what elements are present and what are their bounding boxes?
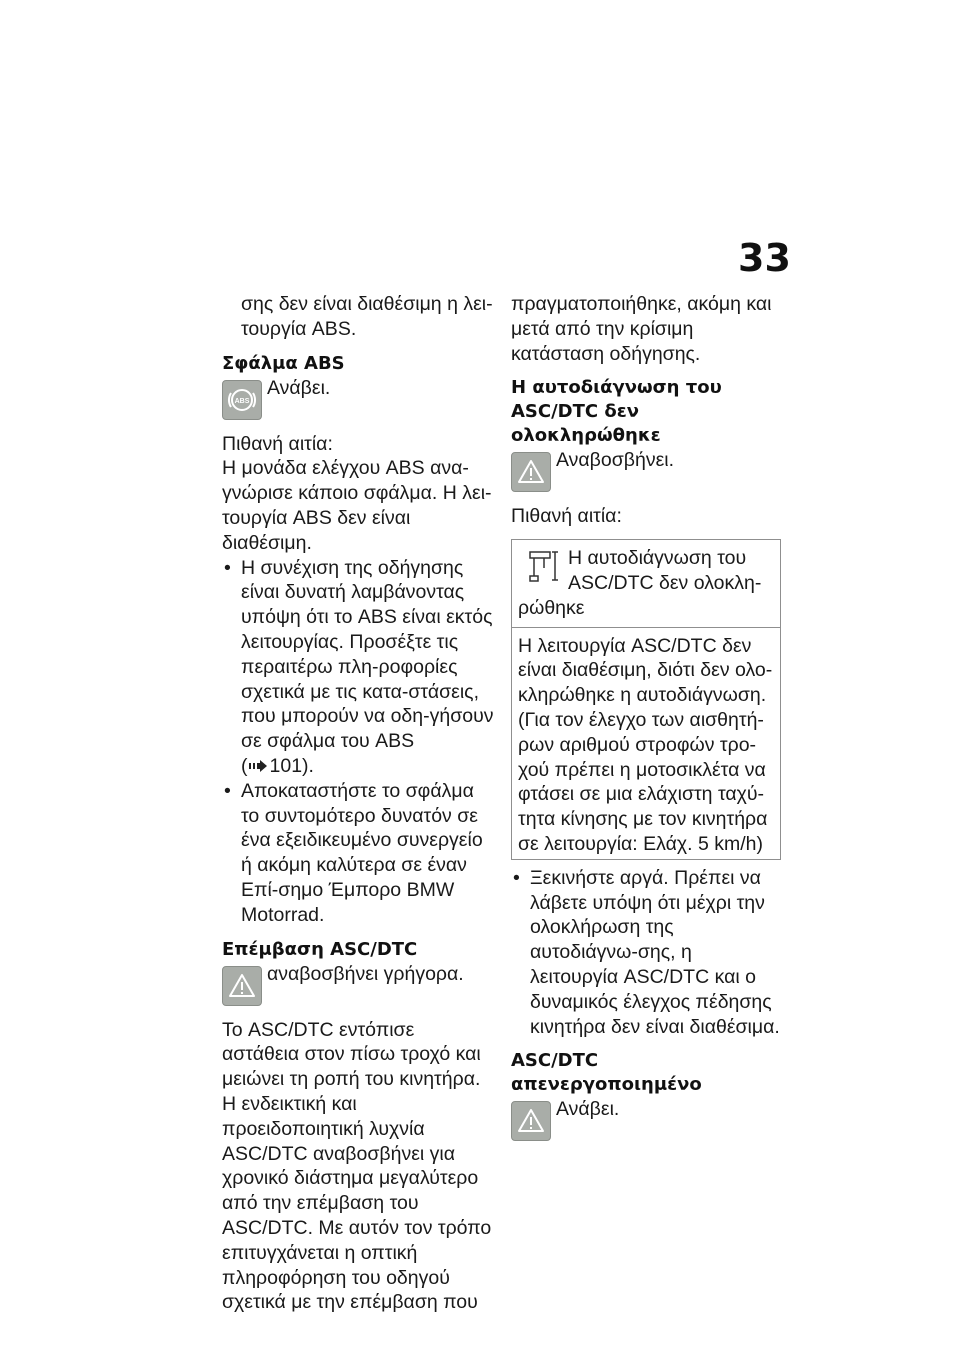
cause-table-header-text: Η αυτοδιάγνωση του ASC/DTC δεν ολοκλη-ρώθηκε [518,547,762,619]
self-diagnosis-status [511,448,781,492]
asc-dtc-off-icon [511,1101,551,1141]
abs-action-text-1: Η συνέχιση της οδήγησης είναι δυνατή λαμβάνοντας υπόψη ότι το ABS είναι εκτός λειτουργίας. Προσέξτε τις περαιτέρω πλη-ροφορίες σχετικά με τις κατα-στάσεις, που μπορούν να οδη-γήσουν σε σφάλμα του ABS [241,556,494,753]
abs-page-reference: 101). [269,754,314,777]
left-column [222,292,494,1325]
page-number: 33 [738,236,791,280]
asc-dtc-off-heading: ASC/DTC απενεργοποιημένο [511,1050,702,1096]
self-diagnosis-cause-label: Πιθανή αιτία: [511,505,622,528]
abs-cause-text: Η μονάδα ελέγχου ABS ανα-γνώρισε κάποιο σφάλμα. Η λει-τουργία ABS δεν είναι διαθέσιμη. [222,457,492,554]
cause-table-header [512,540,780,627]
self-diagnosis-action-list [511,866,781,1040]
self-diagnosis-heading: Η αυτοδιάγνωση του ASC/DTC δεν ολοκληρώθηκε [511,377,722,447]
asc-dtc-warning-icon [222,966,262,1006]
right-column [511,292,781,1153]
abs-action-item-2: • Αποκαταστήστε το σφάλμα το συντομότερο δυνατόν σε ένα εξειδικευμένο συνεργείο ή ακόμη καλύτερα σε έναν Επί-σημο Έμπορο BMW Motorrad. [222,779,494,928]
abs-action-list [222,556,494,928]
asc-dtc-intervention-status [222,962,494,1006]
asc-dtc-off-status-text: Ανάβει. [556,1098,620,1121]
abs-warning-icon [222,380,262,420]
self-diagnosis-warning-icon [511,452,551,492]
asc-dtc-off-status [511,1097,781,1141]
abs-fault-heading: Σφάλμα ABS [222,352,345,374]
abs-action-item-1 [222,556,494,779]
abs-fault-status [222,376,494,420]
cause-icon [522,546,562,586]
ref-open-paren: ( [241,754,248,777]
abs-icon-label: ABS [234,397,250,405]
right-intro-text: πραγματοποιήθηκε, ακόμη και μετά από την κρίσιμη κατάσταση οδήγησης. [511,293,772,365]
asc-dtc-intervention-text: Το ASC/DTC εντόπισε αστάθεια στον πίσω τροχό και μειώνει τη ροπή του κινητήρα. Η ενδεικτική και προειδοποιητική λυχνία ASC/DTC αναβοσβήνει για χρονικό διάστημα μεγαλύτερο από την επέμβαση του ASC/DTC. Με αυτόν τον τρόπο επιτυγχάνεται η οπτική πληροφόρηση του οδηγού σχετικά με την επέμβαση που [222,1018,492,1314]
abs-cause-label: Πιθανή αιτία: [222,432,333,455]
abs-fault-status-text: Ανάβει. [267,376,331,399]
page-ref-arrow-icon [248,754,270,779]
asc-dtc-intervention-status-text: αναβοσβήνει γρήγορα. [267,962,464,985]
cause-table-body: Η λειτουργία ASC/DTC δεν είναι διαθέσιμη, διότι δεν ολο-κληρώθηκε η αυτοδιάγνωση. (Για τον έλεγχο των αισθητή-ρων αριθμού στροφών τρο-χού πρέπει η μοτοσικλέτα να φτάσει σε μια ελάχιστη ταχύ-τητα κίνησης με τον κινητήρα σε λειτουργία: Ελάχ. 5 km/h) [518,634,773,855]
self-diagnosis-action-item: • Ξεκινήστε αργά. Πρέπει να λάβετε υπόψη ότι μέχρι την ολοκλήρωση της αυτοδιάγνω-σης, η λειτουργία ASC/DTC και ο δυναμικός έλεγχος πέδησης κινητήρα δεν είναι διαθέσιμα. [511,866,781,1040]
self-diagnosis-status-text: Αναβοσβήνει. [556,449,675,472]
asc-dtc-intervention-heading: Επέμβαση ASC/DTC [222,938,418,960]
cause-table [511,539,781,860]
left-intro-text: σης δεν είναι διαθέσιμη η λει-τουργία ABS. [241,293,493,340]
